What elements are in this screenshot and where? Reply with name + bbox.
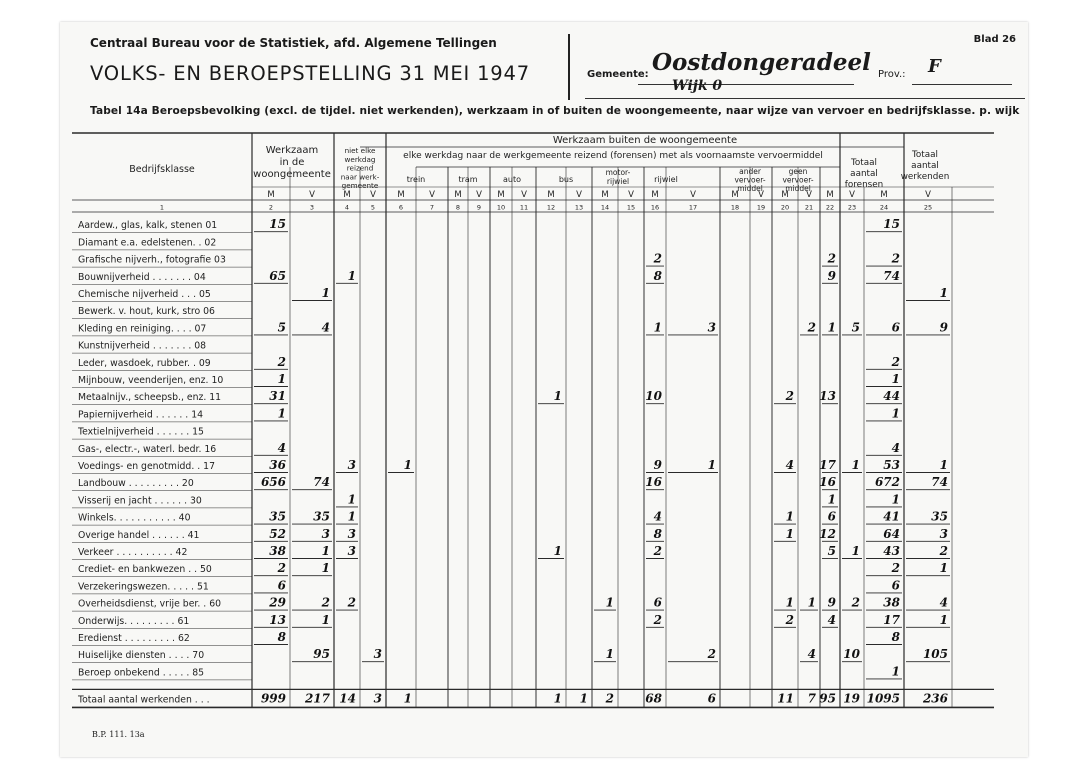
cell-value: 1 [807,595,816,610]
cell-value: 12 [819,526,836,541]
total-label: Totaal aantal werkenden . . . [78,694,210,706]
row-label: Textielnijverheid . . . . . . 15 [78,426,204,438]
cell-value: 2 [827,251,836,266]
row-label: Papiernijverheid . . . . . . 14 [78,409,204,421]
header-totaal-forensen: forensen [844,180,884,190]
header-m: M [651,190,659,200]
cell-value: 13 [819,389,836,404]
cell-value: 4 [939,595,948,610]
header-niet-elke: naar werk- [340,172,380,182]
total-value: 14 [339,691,356,706]
total-value: 217 [304,691,330,706]
row-label: Bouwnijverheid . . . . . . . 04 [78,271,206,283]
cell-value: 1 [851,544,860,558]
total-value: 3 [373,691,382,706]
total-value: 7 [807,691,816,706]
cell-value: 3 [347,544,356,558]
header-m: M [601,190,609,200]
cell-value: 53 [883,458,900,472]
header-m: M [397,190,405,200]
cell-value: 5 [277,320,286,335]
header-rijwiel: rijwiel [654,175,678,184]
cell-value: 74 [313,475,330,490]
row-label: Kleding en reiniging. . . . 07 [78,323,207,335]
cell-value: 1 [347,509,356,524]
cell-value: 1 [347,492,356,507]
cell-value: 38 [883,595,900,610]
cell-value: 8 [653,268,662,283]
form-title: VOLKS- EN BEROEPSTELLING 31 MEI 1947 [90,62,530,85]
row-label: Aardew., glas, kalk, stenen 01 [78,220,218,232]
header-totaal-werkenden: werkenden [900,172,950,182]
cell-value: 4 [653,509,662,524]
cell-value: 1 [277,372,286,386]
header-motor: motor- [605,168,631,177]
column-number: 24 [879,203,889,212]
header-m: M [826,190,834,200]
cell-value: 1 [707,458,716,472]
header-v: V [309,190,315,200]
cell-value: 5 [851,320,860,335]
cell-value: 2 [851,595,860,610]
column-number: 12 [546,203,556,212]
total-value: 1 [553,691,562,706]
row-label: Landbouw . . . . . . . . . 20 [78,478,194,490]
cell-value: 2 [891,251,900,266]
cell-value: 4 [785,458,794,472]
header-geen: middel [785,184,811,193]
header-m: M [731,190,739,200]
header-v: V [849,190,855,200]
cell-value: 43 [883,544,900,558]
header-m: M [547,190,555,200]
header-elke-werkdag: elke werkdag naar de werkgemeente reizend (forensen) met als voornaamste vervoermiddel [403,151,823,161]
header-werkzaam-in: woongemeente [253,169,331,180]
row-label: Overheidsdienst, vrije ber. . 60 [78,598,222,610]
form-code: B.P. 111. 13a [92,730,145,739]
cell-value: 31 [269,389,286,404]
cell-value: 8 [653,526,662,541]
column-number: 8 [455,203,461,212]
header-ander: middel [737,184,763,193]
column-number: 7 [429,203,435,212]
column-number: 10 [496,203,506,212]
cell-value: 4 [321,320,330,335]
row-label: Beroep onbekend . . . . . 85 [78,667,205,679]
data-table [60,22,1028,757]
cell-value: 44 [883,389,900,404]
row-label: Verzekeringswezen. . . . . 51 [78,581,209,593]
cell-value: 1 [891,406,900,421]
census-form-sheet [60,22,1028,757]
header-totaal-werkenden: aantal [911,161,939,171]
cell-value: 3 [321,526,330,541]
cell-value: 656 [260,475,286,490]
cell-value: 1 [403,458,412,472]
cell-value: 1 [939,286,948,300]
column-number: 1 [159,203,165,212]
column-number: 22 [825,203,835,212]
column-number: 2 [268,203,274,212]
cell-value: 9 [827,595,836,610]
cell-value: 2 [939,544,948,558]
cell-value: 13 [269,612,286,627]
column-number: 18 [730,203,740,212]
row-label: Overige handel . . . . . . 41 [78,529,200,541]
column-number: 20 [780,203,790,212]
row-label: Metaalnijv., scheepsb., enz. 11 [78,392,222,404]
row-label: Huiselijke diensten . . . . 70 [78,650,205,662]
cell-value: 2 [321,595,330,610]
cell-value: 1 [653,320,662,335]
row-label: Winkels. . . . . . . . . . . 40 [78,512,191,524]
column-number: 5 [370,203,376,212]
cell-value: 2 [707,647,716,662]
column-number: 19 [756,203,766,212]
cell-value: 4 [807,647,816,662]
cell-value: 3 [373,647,382,662]
column-number: 13 [574,203,584,212]
total-value: 68 [645,691,662,706]
cell-value: 10 [843,647,860,662]
column-number: 14 [600,203,610,212]
column-number: 25 [923,203,933,212]
header-v: V [429,190,435,200]
row-label: Kunstnijverheid . . . . . . . 08 [78,340,207,352]
column-number: 23 [847,203,857,212]
cell-value: 2 [277,354,286,369]
cell-value: 41 [883,509,900,524]
total-value: 1095 [866,691,900,706]
cell-value: 74 [931,475,948,490]
sheet-number: Blad 26 [973,34,1016,45]
header-v: V [758,190,764,200]
cell-value: 2 [785,389,794,404]
cell-value: 17 [819,458,836,472]
cell-value: 1 [605,647,614,662]
row-label: Visserij en jacht . . . . . . 30 [78,495,202,507]
cell-value: 35 [931,509,948,524]
institution-name: Centraal Bureau voor de Statistiek, afd. Algemene Tellingen [90,36,497,50]
header-niet-elke: reizend [346,163,374,173]
header-v: V [925,190,931,200]
total-value: 1 [579,691,588,706]
cell-value: 8 [891,630,900,644]
header-geen: vervoer- [782,175,814,185]
header-vehicle-trein: trein [406,175,426,184]
cell-value: 38 [269,544,286,558]
total-value: 6 [707,691,716,706]
cell-value: 4 [827,612,836,627]
cell-value: 36 [269,458,286,472]
province-value: F [928,56,941,77]
cell-value: 1 [277,406,286,421]
header-v: V [476,190,482,200]
cell-value: 95 [313,647,330,662]
total-value: 19 [843,691,860,706]
column-number: 6 [398,203,404,212]
cell-value: 1 [891,664,900,679]
header-werkzaam-in: Werkzaam [265,145,319,156]
cell-value: 64 [883,526,900,541]
column-number: 17 [688,203,698,212]
header-werkzaam-in: in de [279,157,305,168]
cell-value: 2 [653,544,662,558]
header-niet-elke: gemeente [341,181,379,191]
cell-value: 65 [269,268,286,283]
cell-value: 35 [313,509,330,524]
total-value: 236 [922,691,948,706]
header-vehicle-auto: auto [502,175,522,184]
cell-value: 29 [269,595,286,610]
cell-value: 9 [827,268,836,283]
header-v: V [521,190,527,200]
header-vehicle-bus: bus [558,175,574,184]
cell-value: 15 [269,217,286,232]
row-label: Mijnbouw, veenderijen, enz. 10 [78,375,224,386]
cell-value: 2 [891,354,900,369]
cell-value: 1 [553,544,562,558]
cell-value: 1 [553,389,562,404]
header-v: V [690,190,696,200]
cell-value: 6 [827,509,836,524]
total-value: 999 [260,691,286,706]
row-label: Leder, wasdoek, rubber. . 09 [78,357,211,369]
cell-value: 2 [891,561,900,576]
cell-value: 105 [922,647,948,662]
header-v: V [576,190,582,200]
column-number: 15 [626,203,636,212]
header-niet-elke: niet elke [344,146,376,155]
cell-value: 6 [277,578,286,593]
cell-value: 1 [827,492,836,507]
cell-value: 1 [347,268,356,283]
cell-value: 2 [277,561,286,576]
cell-value: 1 [785,526,794,541]
row-label: Diamant e.a. edelstenen. . 02 [78,237,217,249]
cell-value: 35 [269,509,286,524]
cell-value: 3 [347,458,356,472]
cell-value: 9 [939,320,948,335]
cell-value: 1 [939,458,948,472]
header-ander: ander [739,167,761,176]
cell-value: 6 [653,595,662,610]
total-value: 11 [777,691,794,706]
header-totaal-werkenden: Totaal [912,150,938,160]
header-v: V [628,190,634,200]
header-buiten: Werkzaam buiten de woongemeente [552,135,738,146]
column-number: 3 [309,203,315,212]
total-value: 1 [403,691,412,706]
province-label: Prov.: [878,69,906,80]
row-label: Voedings- en genotmidd. . 17 [78,461,215,472]
total-value: 95 [819,691,836,706]
cell-value: 672 [874,475,900,490]
cell-value: 2 [807,320,816,335]
row-label: Crediet- en bankwezen . . 50 [78,564,212,576]
cell-value: 2 [653,251,662,266]
cell-value: 6 [891,578,900,593]
total-value: 2 [605,691,614,706]
gemeente-value: Oostdongeradeel [652,49,871,76]
column-number: 9 [476,203,482,212]
header-m: M [880,190,888,200]
cell-value: 15 [883,217,900,232]
cell-value: 16 [819,475,836,490]
row-label: Verkeer . . . . . . . . . . 42 [78,547,188,558]
cell-value: 10 [645,389,662,404]
cell-value: 4 [277,440,286,455]
cell-value: 17 [883,612,900,627]
cell-value: 16 [645,475,662,490]
header-v: V [370,190,376,200]
wijk-value: Wijk 0 [672,78,723,94]
header-geen: geen [788,167,808,176]
header-vehicle-tram: tram [458,175,478,184]
column-number: 11 [519,203,529,212]
header-m: M [267,190,275,200]
cell-value: 3 [707,320,716,335]
cell-value: 1 [891,492,900,507]
cell-value: 1 [321,286,330,300]
row-label: Eredienst . . . . . . . . . 62 [78,633,190,644]
cell-value: 1 [939,561,948,576]
header-niet-elke: werkdag [344,154,376,164]
cell-value: 1 [851,458,860,472]
header-motor: rijwiel [606,177,630,186]
header-bedrijfsklasse: Bedrijfsklasse [129,164,195,175]
column-number: 21 [804,203,814,212]
cell-value: 3 [939,526,948,541]
header-ander: vervoer- [734,175,766,185]
row-label: Grafische nijverh., fotografie 03 [78,254,226,266]
header-m: M [343,190,351,200]
cell-value: 1 [321,561,330,576]
header-totaal-forensen: aantal [850,169,878,179]
header-m: M [454,190,462,200]
cell-value: 1 [321,612,330,627]
row-label: Bewerk. v. hout, kurk, stro 06 [78,306,215,318]
cell-value: 5 [827,544,836,558]
cell-value: 1 [891,372,900,386]
cell-value: 2 [653,612,662,627]
cell-value: 2 [347,595,356,610]
header-totaal-forensen: Totaal [851,158,877,168]
cell-value: 1 [939,612,948,627]
column-number: 4 [344,203,350,212]
cell-value: 9 [653,458,662,472]
gemeente-label: Gemeente: [587,69,649,80]
header-v: V [806,190,812,200]
table-caption: Tabel 14a Beroepsbevolking (excl. de tijdel. niet werkenden), werkzaam in of buiten de woongemeente, naar wijze van vervoer en bedrijfsklasse. p. wijk [90,105,1020,117]
cell-value: 1 [785,595,794,610]
cell-value: 1 [827,320,836,335]
cell-value: 74 [883,268,900,283]
cell-value: 2 [785,612,794,627]
cell-value: 1 [785,509,794,524]
cell-value: 52 [269,526,286,541]
row-label: Gas-, electr.-, waterl. bedr. 16 [78,443,217,455]
row-label: Chemische nijverheid . . . 05 [78,289,211,300]
header-m: M [497,190,505,200]
cell-value: 8 [277,630,286,644]
cell-value: 1 [605,595,614,610]
column-number: 16 [650,203,660,212]
cell-value: 6 [891,320,900,335]
cell-value: 4 [891,440,900,455]
row-label: Onderwijs. . . . . . . . . 61 [78,615,190,627]
header-m: M [781,190,789,200]
cell-value: 1 [321,544,330,558]
cell-value: 3 [347,526,356,541]
